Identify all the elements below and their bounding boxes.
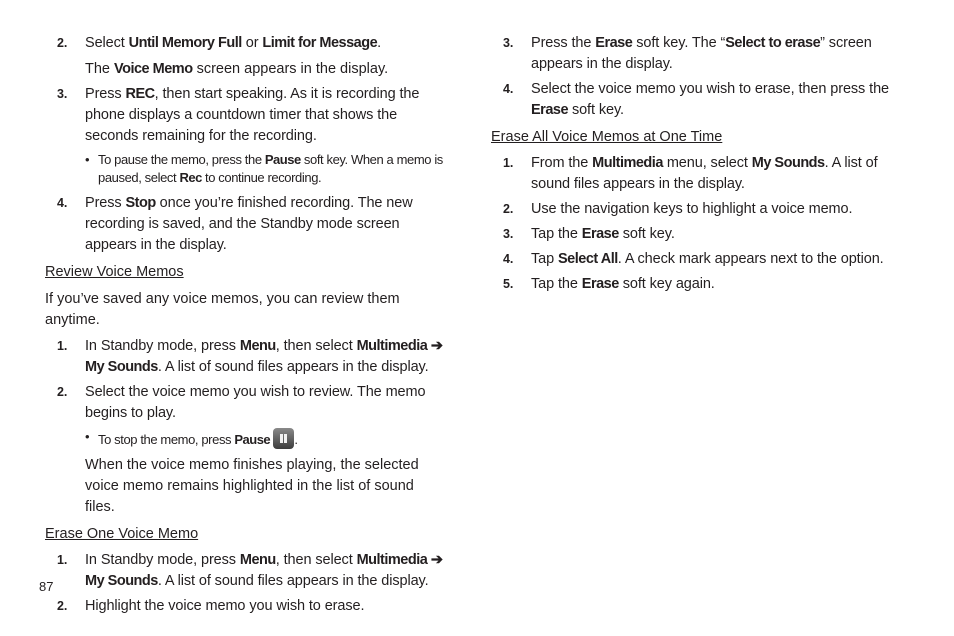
- step-select-limit: [45, 33, 447, 54]
- step-text: Press REC, then start speaking. As it is recording the phone displays a countdown timer that shows the seconds remaining for the recording.: [85, 86, 420, 144]
- review-finish-note: When the voice memo finishes playing, the selected voice memo remains highlighted in the list of sound files.: [85, 457, 419, 515]
- step-text: Use the navigation keys to highlight a voice memo.: [531, 201, 853, 217]
- bullet-text: To pause the memo, press the Pause soft key. When a memo is paused, select Rec to continue recording.: [98, 152, 443, 185]
- step-text: Tap Select All. A check mark appears next to the option.: [531, 251, 884, 267]
- step-erase-one-highlight: [45, 596, 447, 617]
- pause-icon: [273, 428, 294, 449]
- step-erase-all-confirm: [491, 274, 891, 295]
- step-erase-all-select-all: [491, 249, 891, 270]
- step-number: 4.: [503, 82, 514, 96]
- voice-memo-screen-note: The Voice Memo screen appears in the display.: [85, 61, 389, 77]
- step-number: 2.: [57, 599, 68, 613]
- step-number: 1.: [503, 156, 514, 170]
- step-text: Highlight the voice memo you wish to erase.: [85, 598, 365, 614]
- step-text: Select the voice memo you wish to erase, then press the Erase soft key.: [531, 81, 889, 118]
- bullet-pause-memo: [45, 151, 447, 187]
- step-number: 3.: [503, 36, 514, 50]
- step-text: In Standby mode, press Menu, then select Multimedia ➔ My Sounds. A list of sound files appears in the display.: [85, 338, 443, 375]
- page-number: 87: [39, 579, 54, 594]
- step-review-open-sounds: [45, 336, 447, 378]
- step-text: Press Stop once you’re finished recording. The new recording is saved, and the Standby mode screen appears in the display.: [85, 195, 413, 253]
- step-erase-all-open-sounds: [491, 153, 891, 195]
- section-heading-erase-one: Erase One Voice Memo: [45, 526, 199, 542]
- section-heading-review: Review Voice Memos: [45, 264, 184, 280]
- step-text: Tap the Erase soft key.: [531, 226, 675, 242]
- step-number: 4.: [57, 196, 68, 210]
- step-number: 4.: [503, 252, 514, 266]
- right-column: [491, 33, 891, 295]
- left-column: [45, 33, 447, 617]
- step-number: 1.: [57, 553, 68, 567]
- step-text: Select the voice memo you wish to review. The memo begins to play.: [85, 384, 426, 421]
- step-text: From the Multimedia menu, select My Sounds. A list of sound files appears in the display.: [531, 155, 878, 192]
- bullet-dot: •: [85, 429, 90, 444]
- step-erase-one-press-erase: [491, 33, 891, 75]
- step-erase-all-highlight: [491, 199, 891, 220]
- step-erase-one-confirm: [491, 79, 891, 121]
- step-press-stop: [45, 193, 447, 256]
- step-number: 2.: [503, 202, 514, 216]
- step-text: Select Until Memory Full or Limit for Message.: [85, 35, 382, 51]
- step-number: 3.: [503, 227, 514, 241]
- step-number: 2.: [57, 36, 68, 50]
- bullet-text: To stop the memo, press Pause .: [98, 428, 447, 449]
- review-intro: If you’ve saved any voice memos, you can review them anytime.: [45, 291, 400, 328]
- step-press-rec: [45, 84, 447, 147]
- step-review-select-memo: [45, 382, 447, 424]
- step-number: 5.: [503, 277, 514, 291]
- step-erase-one-open-sounds: [45, 550, 447, 592]
- step-number: 2.: [57, 385, 68, 399]
- step-text: Tap the Erase soft key again.: [531, 276, 715, 292]
- bullet-dot: •: [85, 152, 90, 167]
- step-text: In Standby mode, press Menu, then select Multimedia ➔ My Sounds. A list of sound files appears in the display.: [85, 552, 443, 589]
- bullet-stop-memo: [45, 428, 447, 449]
- step-number: 1.: [57, 339, 68, 353]
- section-heading-erase-all: Erase All Voice Memos at One Time: [491, 129, 723, 145]
- step-text: Press the Erase soft key. The “Select to erase” screen appears in the display.: [531, 35, 872, 72]
- step-erase-all-tap-erase: [491, 224, 891, 245]
- step-number: 3.: [57, 87, 68, 101]
